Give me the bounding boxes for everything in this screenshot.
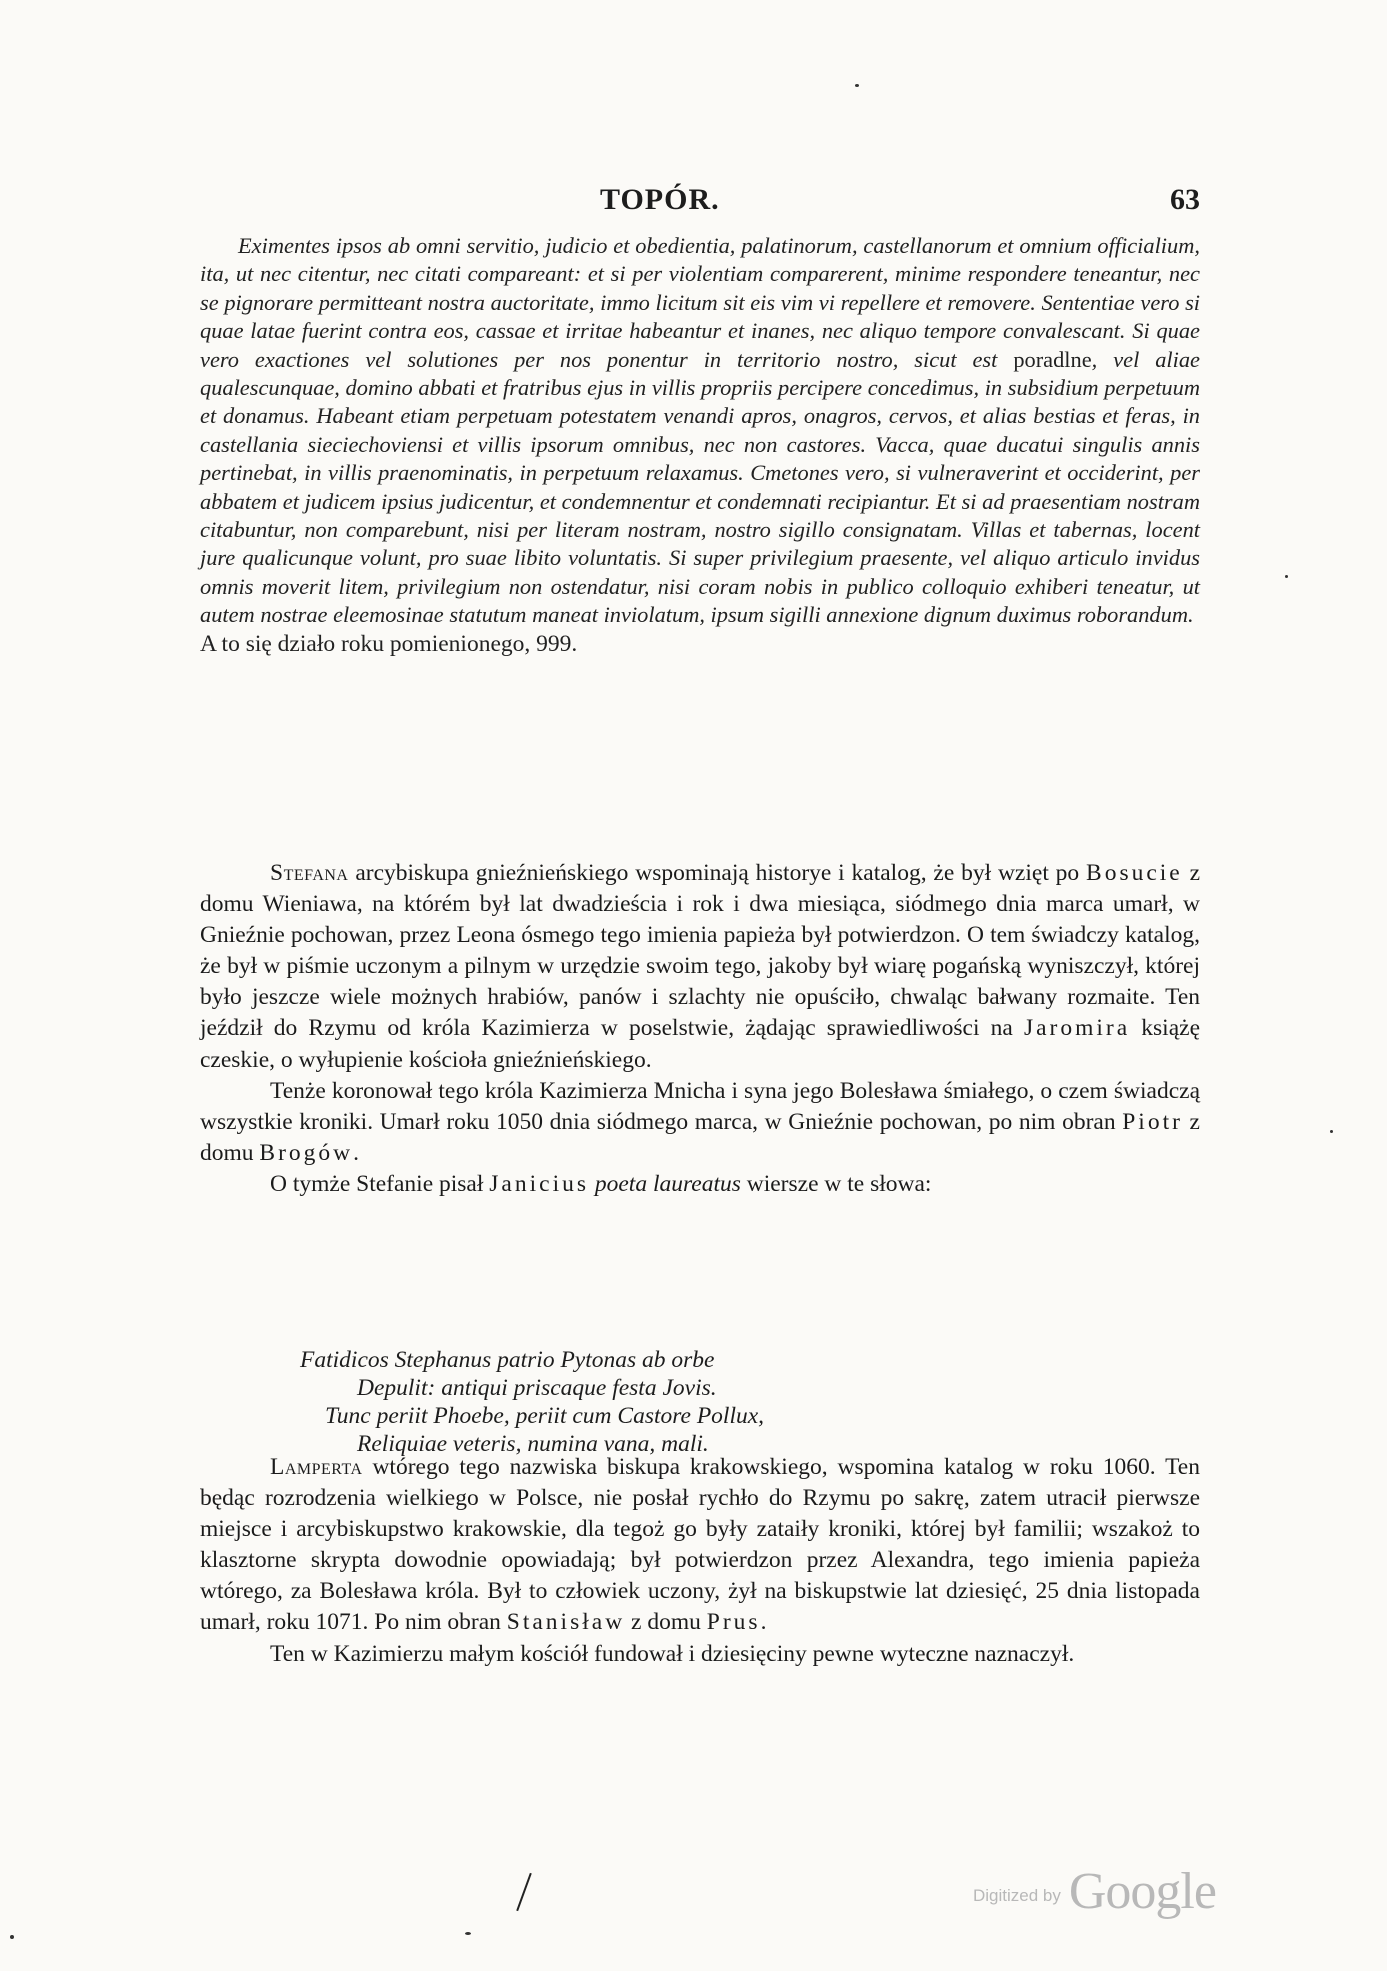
spaced-name-janicius: Janicius [489, 1170, 589, 1197]
page-number: 63 [1170, 183, 1200, 216]
verse-line: Depulit: antiqui priscaque festa Jovis. [357, 1375, 717, 1401]
paragraph-text: z domu [625, 1609, 707, 1636]
verse-line: Reliquiae veteris, numina vana, mali. [357, 1431, 709, 1457]
spaced-name-piotr: Piotr [1122, 1108, 1183, 1135]
google-logo: Google [1068, 1863, 1216, 1920]
paragraph-text: z domu Wieniawa, na którém był lat dwadzieścia i rok i dwa miesiąca, siódmego dnia marca umarł, w Gnieźnie pochowan, przez Leona ósmego tego imienia papieża był potwierdzon. O tem świadczy katalog, że był w piśmie uczonym a pilnym w urzędzie swoim tego, jakoby był wiarę pogańską wyniszczył, której było jeszcze wiele możnych hrabiów, panów i szlachty nie opuściło, chwaląc bałwany rozmaite. Ten jeździł do Rzymu od króla Kazimierza w poselstwie, żądając sprawiedliwości na [200, 860, 1200, 1042]
verse-line: Fatidicos Stephanus patrio Pytonas ab orbe [300, 1347, 715, 1373]
paragraph-text: książę czeskie, o wyłupienie kościoła gnieźnieńskiego. [200, 1015, 1201, 1073]
paragraph-text: . [760, 1609, 767, 1636]
lead-name-stefana: Stefana [270, 860, 349, 886]
paragraph-janicius [200, 1169, 1200, 1200]
running-header [200, 183, 1200, 223]
latin-verse [300, 1346, 1000, 1458]
scan-speck [1330, 1130, 1333, 1133]
scan-mark [516, 1873, 532, 1911]
latin-text-part2: , vel aliae qualescunquae, domino abbati et fratribus ejus in villis propriis percipere concedimus, in subsidium perpetuum et donamus. Habeant etiam perpetuam potestatem venandi apros, onagros, cervos, et alias bestias et feras, in castellania sieciechoviensi et villis ipsorum omnibus, nec non castores. Vacca, quae ducatui singulis annis pertinebat, in villis praenominatis, in perpetuum relaxamus. Cmetones vero, si vulneraverint et occiderint, per abbatem et judicem ipsius judicentur, et condemnentur et condemnati recipiantur. Et si ad praesentiam nostram citabuntur, non comparebunt, nisi per literam nostram, nostro sigillo consignatam. Villas et tabernas, locent jure qualicunque volunt, pro suae libito voluntatis. Si super privilegium praesente, vel aliquo articulo invidus omnis moverit litem, privilegium non ostendatur, nisi coram nobis in publico colloquio exhiberi teneatur, ut autem nostrae eleemosinae statutum maneat inviolatum, ipsum sigilli annexione dignum duximus roborandum. [200, 346, 1200, 628]
paragraph-lampert [200, 1452, 1200, 1639]
spaced-name-bosucie: Bosucie [1086, 860, 1183, 886]
paragraph-coronation [200, 1076, 1200, 1169]
body-section-stefan [200, 858, 1200, 1200]
latin-term-poradlne: poradlne [1013, 346, 1092, 372]
paragraph-text: wiersze w te słowa: [740, 1170, 932, 1197]
scan-speck [1285, 575, 1288, 578]
scan-speck [465, 1932, 471, 1935]
digitized-watermark [973, 1858, 1216, 1918]
spaced-name-prus: Prus [706, 1609, 761, 1636]
scan-speck [855, 84, 859, 87]
body-section-lampert [200, 1452, 1200, 1670]
paragraph-text: Ten w Kazimierzu małym kościół fundował i dziesięciny pewne wyteczne naznaczył. [270, 1640, 1075, 1667]
italic-poeta-laureatus: poeta laureatus [594, 1170, 741, 1197]
digitized-by-label: Digitized by [973, 1886, 1061, 1905]
scan-speck [10, 1935, 14, 1939]
spaced-name-jaromira: Jaromira [1023, 1015, 1131, 1042]
lead-name-lamperta: Lamperta [270, 1454, 363, 1480]
spaced-name-stanislaw: Stanisław [506, 1609, 626, 1636]
paragraph-stefan [200, 858, 1200, 1076]
running-title: TOPÓR. [600, 183, 720, 216]
paragraph-kazimierz [200, 1639, 1200, 1670]
latin-text-part1: Eximentes ipsos ab omni servitio, judicio et obedientia, palatinorum, castellanorum et omnium officialium, ita, ut nec citentur, nec citati compareant: et si per violentiam comparerent, minime respondere teneantur, nec se pignorare permitteant nostra auctoritate, immo licitum sit eis vim vi repellere et removere. Sententiae vero si quae latae fuerint contra eos, cassae et irritae habeantur et inanes, nec aliquo tempore convalescant. Si quae vero exactiones vel solutiones per nos ponentur in territorio nostro, sicut est [200, 233, 1200, 372]
spaced-name-brogow: Brogów [259, 1139, 354, 1166]
verse-line: Tunc periit Phoebe, periit cum Castore Pollux, [325, 1403, 765, 1429]
latin-charter-text [200, 232, 1200, 658]
paragraph-text: O tymże Stefanie pisał [270, 1170, 490, 1197]
paragraph-text: Tenże koronował tego króla Kazimierza Mnicha i syna jego Bolesława śmiałego, o czem świadczą wszystkie kroniki. Umarł roku 1050 dnia siódmego marca, w Gnieźnie pochowan, po nim obran [200, 1077, 1200, 1135]
paragraph-text: wtórego tego nazwiska biskupa krakowskiego, wspomina katalog w roku 1060. Ten będąc rozrodzenia wielkiego w Polsce, nie posłał rychło do Rzymu po sakrę, zatem utracił pierwsze miejsce i arcybiskupstwo krakowskie, dla tegoż go były zataiły kroniki, której był familii; wszakoż to klasztorne skrypta dowodnie opowiadają; był potwierdzon przez Alexandra, tego imienia papieża wtórego, za Bolesława króla. Był to człowiek uczony, żył na biskupstwie lat dziesięć, 25 dnia listopada umarł, roku 1071. Po nim obran [200, 1454, 1200, 1636]
latin-closing-line: A to się działo roku pomienionego, 999. [200, 630, 578, 657]
paragraph-text: arcybiskupa gnieźnieńskiego wspominają historye i katalog, że był wzięt po [348, 860, 1087, 886]
paragraph-text: z domu [200, 1108, 1200, 1166]
paragraph-text: . [353, 1139, 360, 1166]
